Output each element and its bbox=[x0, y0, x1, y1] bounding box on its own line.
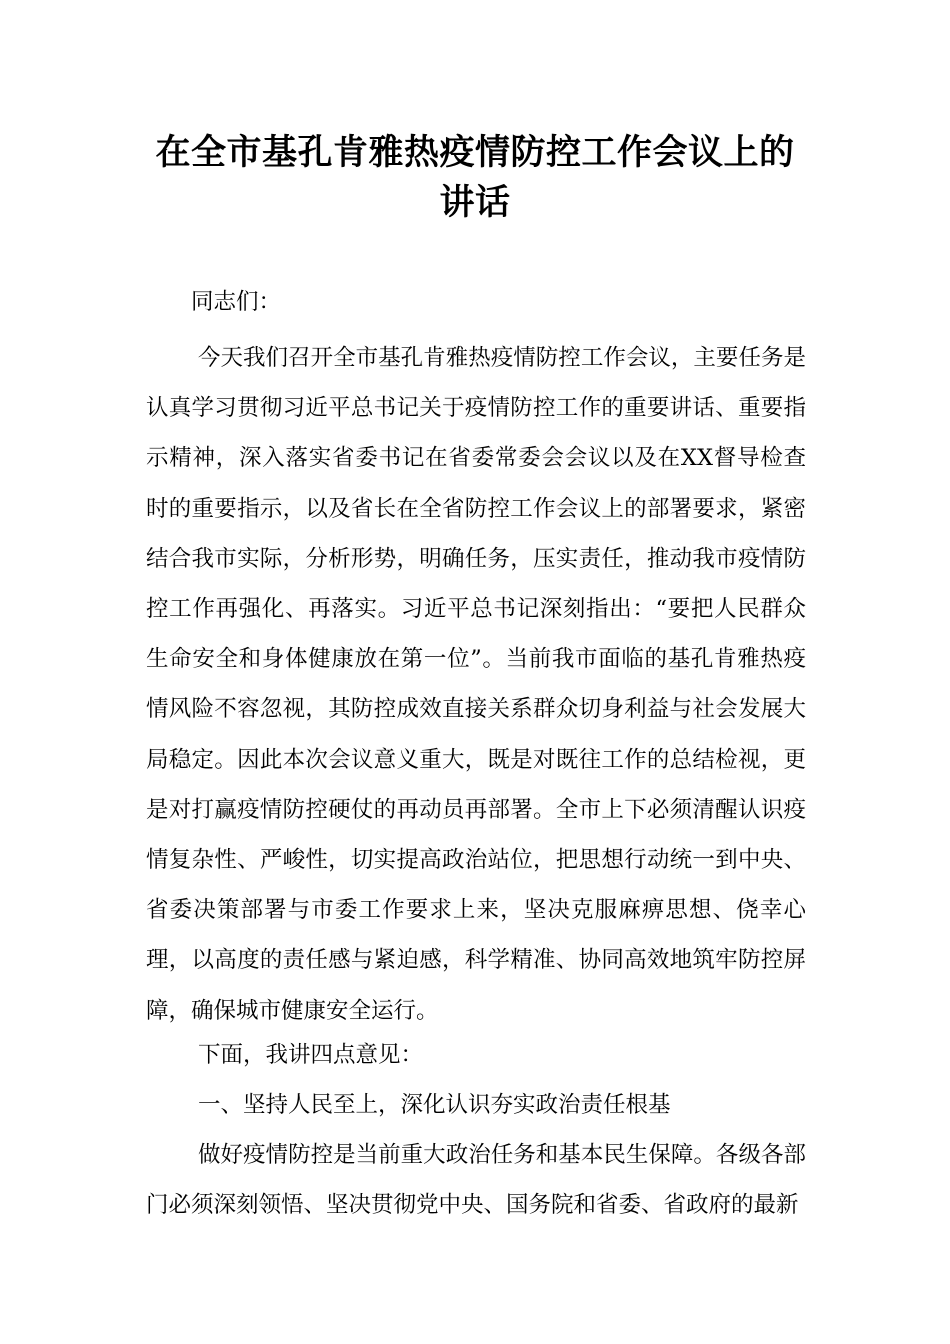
section-heading-one: 一、坚持人民至上，深化认识夯实政治责任根基 bbox=[198, 1092, 671, 1118]
paragraph-four-points: 下面，我讲四点意见： bbox=[198, 1042, 424, 1068]
paragraph-section-one: 做好疫情防控是当前重大政治任务和基本民生保障。各级各部门必须深刻领悟、坚决贯彻党中央、国务院和省委、省政府的最新 bbox=[146, 1142, 806, 1219]
paragraph-introduction: 今天我们召开全市基孔肯雅热疫情防控工作会议，主要任务是认真学习贯彻习近平总书记关于疫情防控工作的重要讲话、重要指示精神，深入落实省委书记在省委常委会会议以及在XX督导检查时的重要指示，以及省长在全省防控工作会议上的部署要求，紧密结合我市实际，分析形势，明确任务，压实责任，推动我市疫情防控工作再强化、再落实。习近平总书记深刻指出：“要把人民群众生命安全和身体健康放在第一位”。当前我市面临的基孔肯雅热疫情风险不容忽视，其防控成效直接关系群众切身利益与社会发展大局稳定。因此本次会议意义重大，既是对既往工作的总结检视，更是对打赢疫情防控硬仗的再动员再部署。全市上下必须清醒认识疫情复杂性、严峻性，切实提高政治站位，把思想行动统一到中央、省委决策部署与市委工作要求上来，坚决克服麻痹思想、侥幸心理，以高度的责任感与紧迫感，科学精准、协同高效地筑牢防控屏障，确保城市健康安全运行。 bbox=[146, 345, 806, 1024]
greeting: 同志们： bbox=[191, 289, 282, 315]
document-title: 在全市基孔肯雅热疫情防控工作会议上的讲话 bbox=[155, 133, 795, 223]
